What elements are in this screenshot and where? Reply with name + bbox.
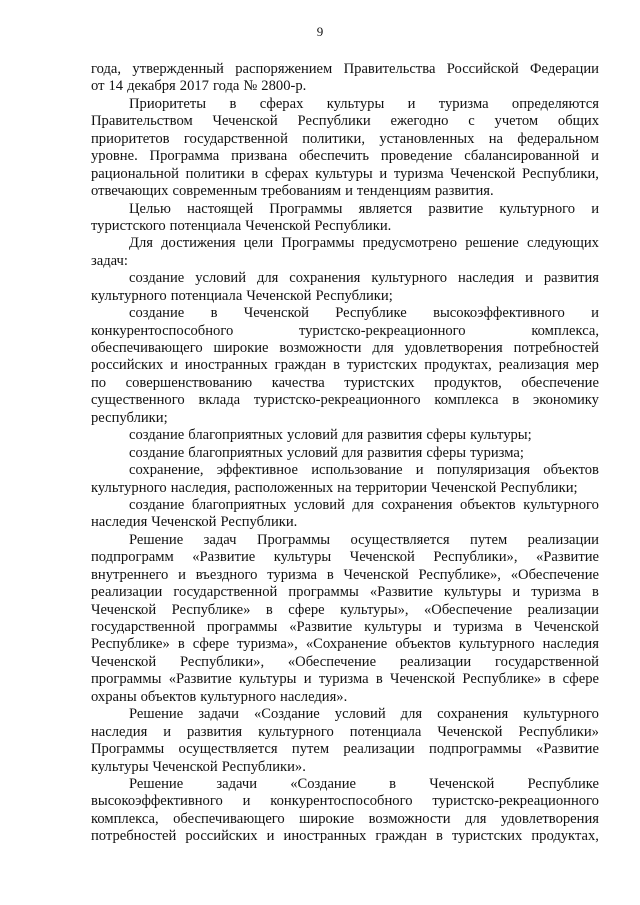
text-line: реализации государственной программы «Развитие культуры и туризма в bbox=[91, 584, 599, 601]
text-line: создание в Чеченской Республике высокоэффективного и bbox=[129, 305, 599, 322]
text-line: создание благоприятных условий для развития сферы культуры; bbox=[129, 427, 532, 444]
text-line: программы «Развитие культуры и туризма в Чеченской Республике» в сфере bbox=[91, 671, 599, 688]
text-line: подпрограмм «Развитие культуры Чеченской Республики», «Развитие bbox=[91, 549, 599, 566]
page-number: 9 bbox=[316, 24, 324, 39]
text-line: Чеченской Республики», «Обеспечение реализации государственной bbox=[91, 653, 599, 670]
text-line: рациональной политики в сферах культуры и туризма Чеченской Республики, bbox=[91, 165, 599, 182]
text-line: Решение задачи «Создание условий для сохранения культурного bbox=[129, 706, 599, 723]
text-line: культурного потенциала Чеченской Республики; bbox=[91, 287, 393, 304]
text-line: Республике» в сфере туризма», «Сохранение объектов культурного наследия bbox=[91, 636, 599, 653]
text-line: задач: bbox=[91, 252, 128, 269]
text-line: Решение задач Программы осуществляется путем реализации bbox=[129, 531, 599, 548]
text-line: Решение задачи «Создание в Чеченской Республике bbox=[129, 775, 599, 792]
text-line: республики; bbox=[91, 409, 168, 426]
text-line: обеспечивающего широкие возможности для удовлетворения потребностей bbox=[91, 340, 599, 356]
text-line: года, утвержденный распоряжением Правительства Российской Федерации bbox=[91, 61, 599, 77]
text-line: конкурентоспособного туристско-рекреационного комплекса, bbox=[91, 322, 599, 339]
text-line: культуры Чеченской Республики». bbox=[91, 758, 306, 775]
text-line: приоритетов государственной политики, установленных на федеральном bbox=[91, 130, 599, 147]
text-line: российских и иностранных граждан в туристских продуктах, реализация мер bbox=[91, 357, 599, 374]
text-line: Целью настоящей Программы является развитие культурного и bbox=[129, 200, 599, 217]
text-line: наследия Чеченской Республики. bbox=[91, 514, 298, 531]
text-line: сохранение, эффективное использование и популяризация объектов bbox=[129, 462, 599, 479]
text-line: Приоритеты в сферах культуры и туризма определяются bbox=[129, 95, 599, 112]
text-line: Программы осуществляется путем реализации подпрограммы «Развитие bbox=[91, 741, 599, 758]
text-line: Правительством Чеченской Республики ежегодно с учетом общих bbox=[91, 113, 599, 130]
text-line: Для достижения цели Программы предусмотрено решение следующих bbox=[129, 235, 599, 252]
text-line: наследия и развития культурного потенциала Чеченской Республики» bbox=[91, 723, 599, 740]
text-line: комплекса, обеспечивающего широкие возможности для удовлетворения bbox=[91, 810, 599, 827]
text-line: охраны объектов культурного наследия». bbox=[91, 688, 348, 705]
text-line: Чеченской Республике» в сфере культуры», «Обеспечение реализации bbox=[91, 601, 599, 618]
text-line: отвечающих современным требованиям и тенденциям развития. bbox=[91, 183, 494, 200]
document-body bbox=[91, 61, 599, 846]
text-line: по совершенствованию качества туристских продуктов, обеспечение bbox=[91, 374, 599, 391]
text-line: уровне. Программа призвана обеспечить проведение сбалансированной и bbox=[91, 148, 599, 165]
text-line: высокоэффективного и конкурентоспособного туристско-рекреационного bbox=[91, 793, 599, 810]
text-line: культурного наследия, расположенных на территории Чеченской Республики; bbox=[91, 479, 578, 496]
text-line: туристского потенциала Чеченской Республики. bbox=[91, 217, 392, 234]
text-line: создание благоприятных условий для сохранения объектов культурного bbox=[129, 496, 599, 513]
text-line: потребностей российских и иностранных граждан в туристских продуктах, bbox=[91, 828, 599, 845]
text-line: существенного вклада туристско-рекреационного комплекса в экономику bbox=[91, 392, 599, 409]
text-line: государственной программы «Развитие культуры и туризма в Чеченской bbox=[91, 619, 599, 635]
text-line: от 14 декабря 2017 года № 2800-р. bbox=[91, 78, 307, 95]
text-line: внутреннего и въездного туризма в Чеченской Республике», «Обеспечение bbox=[91, 566, 599, 583]
text-line: создание условий для сохранения культурного наследия и развития bbox=[129, 270, 599, 287]
text-line: создание благоприятных условий для развития сферы туризма; bbox=[129, 444, 524, 461]
